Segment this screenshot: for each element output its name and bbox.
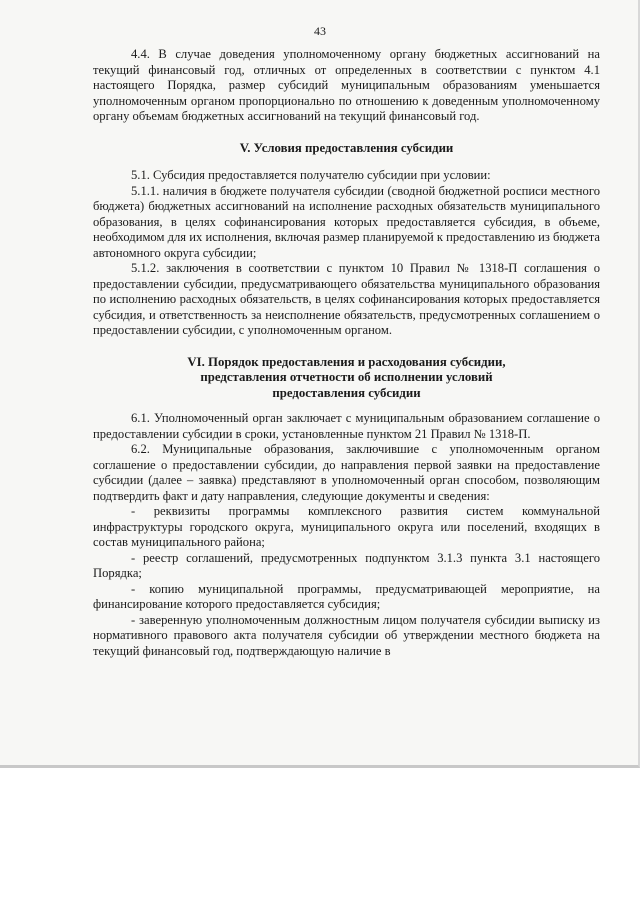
list-item-municipal-program-copy: - копию муниципальной программы, предусматривающей мероприятие, на финансирование которого предоставляется субсидия;: [93, 581, 600, 611]
blank-margin: [0, 771, 640, 905]
section-6-heading-line-2: представления отчетности об исполнении условий: [200, 370, 493, 384]
paragraph-4-4: 4.4. В случае доведения уполномоченному органу бюджетных ассигнований на текущий финансовый год, отличных от определенных в соответствии с пунктом 4.1 настоящего Порядка, размер субсидий муниципальным образованиям уменьшается уполномоченным органом пропорционально по отношению к доведенным уполномоченному органу объемам бюджетных ассигнований на текущий финансовый год.: [93, 47, 600, 123]
list-item-program-details: - реквизиты программы комплексного развития систем коммунальной инфраструктуры городского округа, муниципального округа или поселений, входящих в состав муниципального района;: [93, 504, 600, 549]
section-5-heading: V. Условия предоставления субсидии: [239, 140, 454, 155]
paragraph-5-1-2: 5.1.2. заключения в соответствии с пунктом 10 Правил № 1318-П соглашения о предоставлении субсидии, предусматривающего обязательства муниципального образования по исполнению расходных обязательств, в целях софинансирования которых предоставляется субсидия, и ответственность за неисполнение обязательств, предусмотренных соглашением о предоставлении субсидии, с уполномоченным органом.: [93, 261, 600, 337]
paragraph-5-1: 5.1. Субсидия предоставляется получателю субсидии при условии:: [131, 168, 491, 182]
list-item-budget-extract: - заверенную уполномоченным должностным лицом получателя субсидии выписку из нормативного правового акта получателя субсидии об утверждении местного бюджета на текущий финансовый год, подтверждающую наличие в: [93, 612, 600, 658]
page-number: 43: [314, 24, 326, 38]
paragraph-6-2: 6.2. Муниципальные образования, заключившие с уполномоченным органом соглашение о предоставлении субсидии, до направления первой заявки на предоставление субсидии (далее – заявка) представляют в уполномоченный орган способом, позволяющим подтвердить факт и дату направления, следующие документы и сведения:: [93, 442, 600, 503]
document-body: [93, 47, 600, 659]
list-item-agreements-registry: - реестр соглашений, предусмотренных подпунктом 3.1.3 пункта 3.1 настоящего Порядка;: [93, 550, 600, 580]
section-6-heading: [93, 355, 600, 402]
section-6-heading-line-3: предоставления субсидии: [272, 385, 421, 400]
section-6-heading-line-1: VI. Порядок предоставления и расходования субсидии,: [187, 354, 506, 369]
paragraph-6-1: 6.1. Уполномоченный орган заключает с муниципальным образованием соглашение о предоставлении субсидии в сроки, установленные пунктом 21 Правил № 1318-П.: [93, 411, 600, 441]
paragraph-5-1-1: 5.1.1. наличия в бюджете получателя субсидии (сводной бюджетной росписи местного бюджета) бюджетных ассигнований на исполнение расходных обязательств муниципального образования, в целях софинансирования которых предоставляется субсидия, в объеме, необходимом для их исполнения, включая размер планируемой к предоставлению из бюджета автономного округа субсидии;: [93, 183, 600, 260]
